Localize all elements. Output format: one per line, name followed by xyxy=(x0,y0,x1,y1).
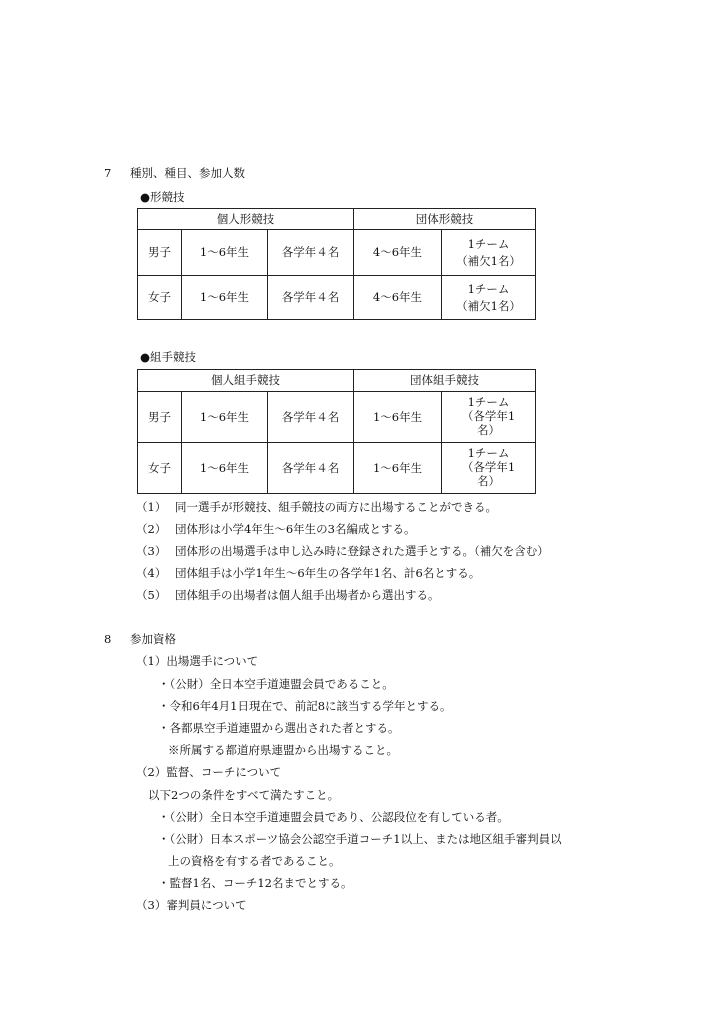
table-row xyxy=(138,392,536,443)
sub2-last: ・監督1名、コーチ12名までとする。 xyxy=(158,876,353,890)
team-grade-cell: 4～6年生 xyxy=(354,230,442,276)
grade-cell: 1～6年生 xyxy=(182,230,268,276)
kata-label: ●形競技 xyxy=(140,190,185,204)
gender-cell: 女子 xyxy=(138,276,182,320)
kumite-label: ●組手競技 xyxy=(140,350,197,364)
note-text: 団体組手の出場者は個人組手出場者から選出する。 xyxy=(175,588,440,602)
count-cell: 各学年４名 xyxy=(268,392,354,443)
note-number: （4） xyxy=(136,566,167,580)
team-count-line: 1チーム xyxy=(467,395,510,410)
section8-number: 8 xyxy=(104,632,112,646)
team-count-line: 名） xyxy=(477,473,501,488)
count-cell: 各学年４名 xyxy=(268,276,354,320)
note-number: （2） xyxy=(136,522,167,536)
gender-cell: 女子 xyxy=(138,443,182,494)
note-number: （1） xyxy=(136,500,167,514)
table-row xyxy=(138,276,536,320)
team-count-line: 名） xyxy=(477,422,501,437)
gender-cell: 男子 xyxy=(138,392,182,443)
kata-header-row xyxy=(138,209,536,230)
count-cell: 各学年４名 xyxy=(268,443,354,494)
sub1-item: ・（公財）全日本空手道連盟会員であること。 xyxy=(158,677,394,691)
team-count-line: （補欠1名） xyxy=(456,298,521,313)
note-text: 団体形は小学4年生～6年生の3名編成とする。 xyxy=(175,522,416,536)
grade-cell: 1～6年生 xyxy=(182,443,268,494)
kumite-header-row xyxy=(138,370,536,392)
kata-table xyxy=(137,208,536,320)
team-grade-cell: 1～6年生 xyxy=(354,392,442,443)
sub2-continuation: 上の資格を有する者であること。 xyxy=(168,854,341,868)
sub2-item: ・（公財）日本スポーツ協会公認空手道コーチ1以上、または地区組手審判員以 xyxy=(158,832,562,846)
section7-number: 7 xyxy=(104,166,112,180)
team-grade-cell: 4～6年生 xyxy=(354,276,442,320)
count-cell: 各学年４名 xyxy=(268,230,354,276)
sub3-heading: （3）審判員について xyxy=(136,898,247,912)
note-number: （5） xyxy=(136,588,167,602)
sub2-item: ・（公財）全日本空手道連盟会員であり、公認段位を有している者。 xyxy=(158,810,509,824)
table-row xyxy=(138,230,536,276)
team-count-cell xyxy=(442,443,536,494)
section7-title: 種別、種目、参加人数 xyxy=(130,166,245,180)
grade-cell: 1～6年生 xyxy=(182,276,268,320)
team-count-cell xyxy=(442,230,536,276)
team-count-line: 1チーム xyxy=(467,236,510,251)
team-count-line: （各学年1 xyxy=(461,409,516,424)
team-count-line: （各学年1 xyxy=(461,460,516,475)
team-grade-cell: 1～6年生 xyxy=(354,443,442,494)
sub1-item: ・各都県空手道連盟から選出された者とする。 xyxy=(158,721,400,735)
team-count-cell xyxy=(442,276,536,320)
sub1-heading: （1）出場選手について xyxy=(136,654,259,668)
sub1-note: ※所属する都道府県連盟から出場すること。 xyxy=(168,743,398,757)
note-text: 団体形の出場選手は申し込み時に登録された選手とする。（補欠を含む） xyxy=(175,544,549,558)
team-count-cell xyxy=(442,392,536,443)
kumite-header-individual: 個人組手競技 xyxy=(138,370,354,392)
table-row xyxy=(138,443,536,494)
sub2-intro: 以下2つの条件をすべて満たすこと。 xyxy=(148,788,340,802)
gender-cell: 男子 xyxy=(138,230,182,276)
team-count-line: （補欠1名） xyxy=(456,253,521,268)
kumite-header-team: 団体組手競技 xyxy=(354,370,536,392)
section8-title: 参加資格 xyxy=(130,632,176,646)
note-number: （3） xyxy=(136,544,167,558)
kumite-table xyxy=(137,369,536,494)
note-text: 同一選手が形競技、組手競技の両方に出場することができる。 xyxy=(175,500,497,514)
team-count-line: 1チーム xyxy=(467,281,510,296)
grade-cell: 1～6年生 xyxy=(182,392,268,443)
kata-header-individual: 個人形競技 xyxy=(138,209,354,230)
note-text: 団体組手は小学1年生～6年生の各学年1名、計6名とする。 xyxy=(175,566,481,580)
kata-header-team: 団体形競技 xyxy=(354,209,536,230)
sub1-item: ・令和6年4月1日現在で、前記8に該当する学年とする。 xyxy=(158,699,452,713)
team-count-line: 1チーム xyxy=(467,446,510,461)
sub2-heading: （2）監督、コーチについて xyxy=(136,765,282,779)
